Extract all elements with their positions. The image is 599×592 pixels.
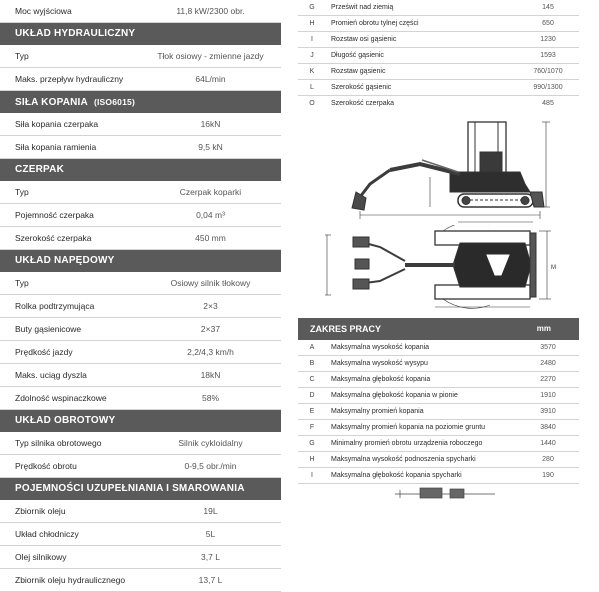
spec-row: Rolka podtrzymująca 2×3 <box>0 295 281 318</box>
spec-row: Buty gąsienicowe 2×37 <box>0 318 281 341</box>
working-range-row: G Minimalny promień obrotu urządzenia roboczego 1440 <box>298 436 579 452</box>
spec-row: Szerokość czerpaka 450 mm <box>0 227 281 250</box>
section-header-digging-force: SIŁA KOPANIA (ISO6015) <box>0 91 281 113</box>
working-range-row: D Maksymalna głębokość kopania w pionie 1910 <box>298 388 579 404</box>
working-range-row: H Maksymalna wysokość podnoszenia spycharki 280 <box>298 452 579 468</box>
working-range-row: A Maksymalna wysokość kopania 3570 <box>298 340 579 356</box>
section-header-bucket: CZERPAK <box>0 159 281 181</box>
spec-row: Typ silnika obrotowego Silnik cykloidalny <box>0 432 281 455</box>
spec-row: Typ Czerpak koparki <box>0 181 281 204</box>
spec-row: Siła kopania czerpaka 16kN <box>0 113 281 136</box>
spec-row: Zbiornik oleju 19L <box>0 500 281 523</box>
working-range-row: I Maksymalna głębokość kopania spycharki 190 <box>298 468 579 484</box>
spec-row-output-power <box>0 0 281 23</box>
excavator-top-view-drawing <box>325 225 557 313</box>
working-range-table <box>298 340 579 484</box>
working-range-row: B Maksymalna wysokość wysypu 2480 <box>298 356 579 372</box>
drawing-label-m: M <box>551 265 556 271</box>
section-header-hydraulic: UKŁAD HYDRAULICZNY <box>0 23 281 45</box>
spec-row: Prędkość obrotu 0-9,5 obr./min <box>0 455 281 478</box>
spec-row: Pojemność czerpaka 0,04 m³ <box>0 204 281 227</box>
working-range-row: C Maksymalna głębokość kopania 2270 <box>298 372 579 388</box>
spec-row: Typ Tłok osiowy - zmienne jazdy <box>0 45 281 68</box>
dimensions-table <box>298 0 579 112</box>
section-header-drive: UKŁAD NAPĘDOWY <box>0 250 281 272</box>
spec-row: Zdolność wspinaczkowe 58% <box>0 387 281 410</box>
spec-row: Olej silnikowy 3,7 L <box>0 546 281 569</box>
left-spec-column <box>0 0 281 592</box>
working-range-unit: mm <box>536 324 551 333</box>
section-header-slewing: UKŁAD OBROTOWY <box>0 410 281 432</box>
spec-label: Moc wyjściowa <box>15 6 72 16</box>
spec-value: 11,8 kW/2300 obr. <box>176 6 245 16</box>
dimension-row: K Rozstaw gąsienic 760/1070 <box>298 64 579 80</box>
spec-row: Prędkość jazdy 2,2/4,3 km/h <box>0 341 281 364</box>
spec-row: Zbiornik oleju hydraulicznego 13,7 L <box>0 569 281 592</box>
dimension-row: J Długość gąsienic 1593 <box>298 48 579 64</box>
excavator-side-view-drawing <box>330 112 555 232</box>
spec-row: Typ Osiowy silnik tłokowy <box>0 272 281 295</box>
dimension-row: I Rozstaw osi gąsienic 1230 <box>298 32 579 48</box>
working-range-title: ZAKRES PRACY <box>310 324 382 334</box>
working-range-row: F Maksymalny promień kopania na poziomie gruntu 3840 <box>298 420 579 436</box>
working-range-header <box>298 318 579 340</box>
dimension-row: O Szerokość czerpaka 485 <box>309 100 554 107</box>
dimension-row: H Promień obrotu tylnej części 650 <box>298 16 579 32</box>
dimension-row: G Prześwit nad ziemią 145 <box>298 0 579 16</box>
spec-row: Siła kopania ramienia 9,5 kN <box>0 136 281 159</box>
spec-row: Maks. przepływ hydrauliczny 64L/min <box>0 68 281 91</box>
working-range-row: E Maksymalny promień kopania 3910 <box>298 404 579 420</box>
working-range-drawing-partial <box>390 486 500 500</box>
spec-row: Maks. uciąg dyszla 18kN <box>0 364 281 387</box>
section-header-capacities: POJEMNOŚCI UZUPEŁNIANIA I SMAROWANIA <box>0 478 281 500</box>
dimension-row: L Szerokość gąsienic 990/1300 <box>298 80 579 96</box>
spec-row: Układ chłodniczy 5L <box>0 523 281 546</box>
